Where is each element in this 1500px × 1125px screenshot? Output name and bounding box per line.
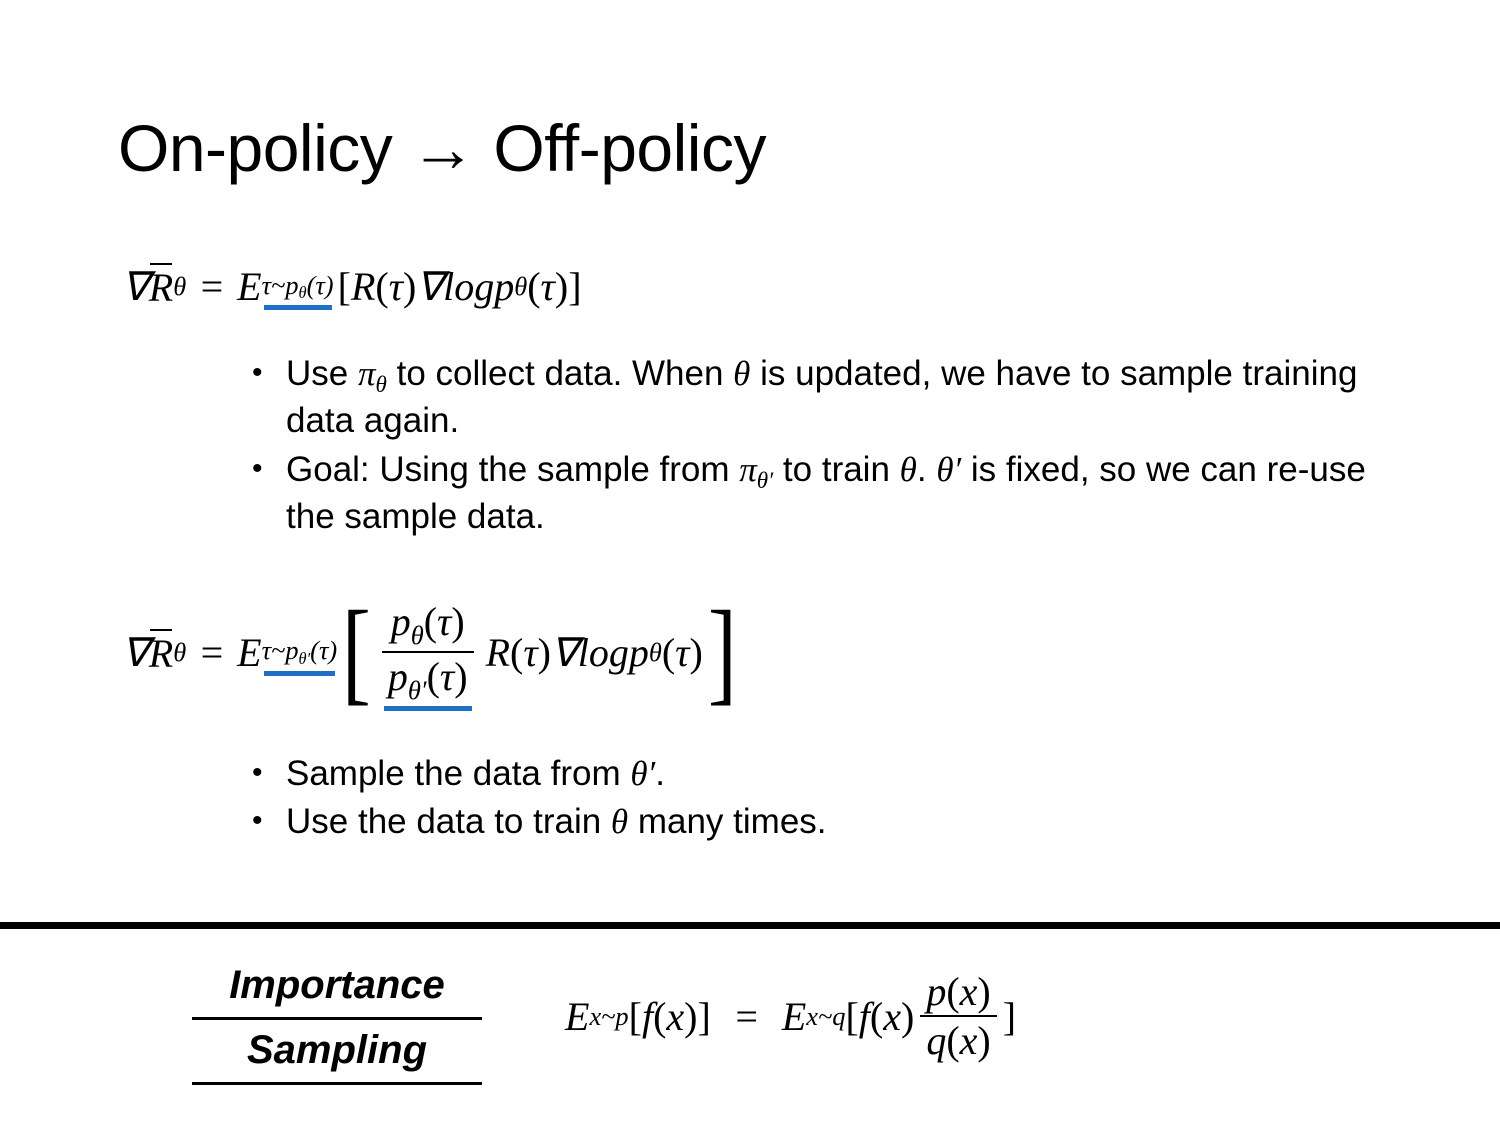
ratio-denominator: pθ′(τ)	[382, 655, 474, 704]
pq-numerator: p(x)	[926, 969, 991, 1014]
equation-1	[122, 262, 582, 311]
equation-2-subscript: τ~pθ′(τ)	[261, 635, 338, 669]
list-item	[252, 448, 1382, 540]
bullet-list-2	[252, 752, 1382, 848]
pq-ratio	[920, 970, 996, 1062]
list-item	[252, 752, 1382, 796]
right-bracket-icon: ]	[707, 588, 737, 716]
importance-ratio	[382, 600, 474, 704]
footer-equation-content: E x~p [ f ( x ) ] = E x~q [ f ( x ) $\frac{p(x)}{q(x)}$ ]	[565, 969, 1017, 1064]
bullet-dot-icon: •	[252, 356, 263, 389]
bullet-3-text: Sample the data from θ′.	[286, 754, 665, 793]
nabla-icon: ∇	[122, 264, 149, 309]
equation-2	[122, 588, 741, 716]
left-bracket-icon: [	[342, 588, 371, 716]
bullet-dot-icon: •	[252, 451, 263, 485]
footer-label-line1: Importance	[192, 955, 482, 1020]
fraction-bar	[382, 651, 474, 653]
equation-2-content: ∇ R θ = E τ~pθ′(τ) [ $\frac{p\theta(\tau)}{p\theta'(\tau)}$ R ( τ ) ∇ logp θ ( τ ) ]	[122, 588, 737, 716]
bullet-dot-icon: •	[252, 804, 263, 838]
bullet-2-text: Goal: Using the sample from πθ′ to train θ. θ′ is fixed, so we can re-use the sample data.	[286, 449, 1366, 537]
bullet-1-text: Use πθ to collect data. When θ is updated, we have to sample training data again.	[286, 354, 1358, 441]
equation-1-content: ∇ R θ = E τ~pθ(τ) [ R ( τ ) ∇ logp θ ( τ ) ]	[122, 264, 582, 310]
nabla-icon: ∇	[122, 629, 149, 675]
equation-1-subscript: τ~pθ(τ)	[261, 269, 334, 303]
bullet-4-text: Use the data to train θ many times.	[286, 802, 827, 842]
bullet-list-1	[252, 352, 1382, 543]
footer-label-line2: Sampling	[192, 1020, 482, 1085]
bullet-dot-icon: •	[252, 756, 263, 789]
footer-equation	[565, 970, 1016, 1062]
ratio-numerator: pθ(τ)	[390, 599, 465, 650]
list-item	[252, 800, 1382, 844]
footer-label	[192, 955, 482, 1085]
page-title: On-policy → Off-policy	[118, 111, 766, 185]
footer-divider	[0, 922, 1500, 929]
fraction-bar	[920, 1015, 996, 1017]
pq-denominator: q(x)	[926, 1018, 991, 1064]
list-item	[252, 352, 1382, 444]
